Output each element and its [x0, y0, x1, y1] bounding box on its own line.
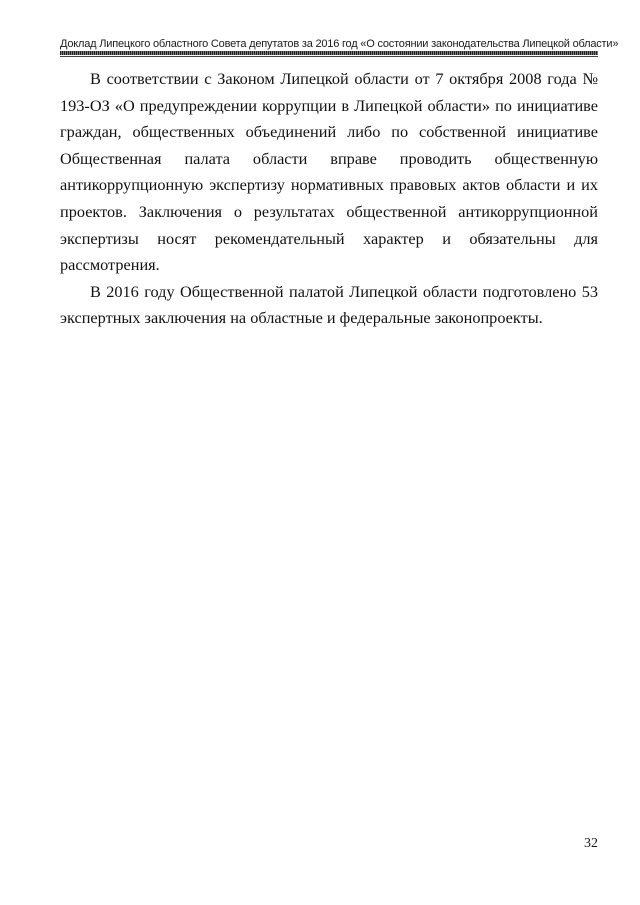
body-text: [60, 66, 598, 332]
page-number: 32: [584, 836, 598, 851]
header-rule: [60, 51, 598, 55]
paragraph-anticorruption-law: В соответствии с Законом Липецкой области от 7 октября 2008 года № 193-ОЗ «О предупреждении коррупции в Липецкой области» по инициативе граждан, общественных объединений либо по собственной инициативе Общественная палата области вправе проводить общественную антикоррупционную экспертизу нормативных правовых актов области и их проектов. Заключения о результатах общественной антикоррупционной экспертизы носят рекомендательный характер и обязательны для рассмотрения.: [60, 69, 598, 275]
running-header: Доклад Липецкого областного Совета депутатов за 2016 год «О состоянии законодательства Липецкой области»: [60, 38, 619, 50]
paragraph-expert-conclusions: В 2016 году Общественной палатой Липецкой области подготовлено 53 экспертных заключения на областные и федеральные законопроекты.: [60, 281, 598, 328]
header-rule-thin: [60, 56, 598, 57]
